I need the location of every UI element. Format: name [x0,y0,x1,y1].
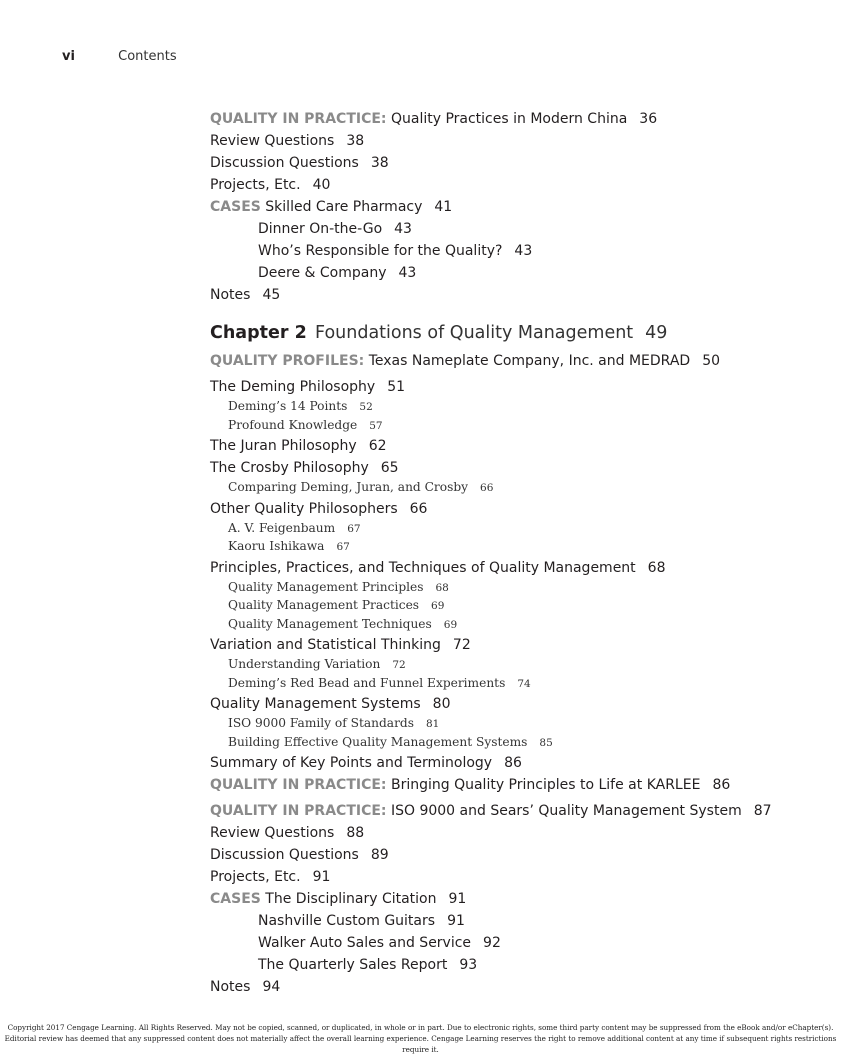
toc-entry [210,479,830,498]
toc-entry-page: 91 [448,891,467,907]
toc-entry [210,616,830,635]
toc-entry-title: The Disciplinary Citation [265,891,437,907]
toc-entry-label: QUALITY IN PRACTICE: [210,803,387,819]
toc-section-top [210,108,830,306]
toc-entry [210,774,830,796]
running-header [62,49,177,64]
toc-entry [210,734,830,753]
toc-entry [210,693,830,715]
toc-entry-page: 50 [702,353,721,369]
toc-entry-label: QUALITY IN PRACTICE: [210,777,387,793]
toc-entry-title: Quality Management Principles [228,579,424,594]
toc-entry-title: Principles, Practices, and Techniques of Quality Management [210,559,636,576]
toc-entry-page: 69 [431,600,445,612]
toc-entry [210,350,830,372]
toc-entry-title: A. V. Feigenbaum [228,520,336,535]
toc-entry-title: Projects, Etc. [210,869,301,885]
copyright-notice [0,1022,841,1055]
toc-entry-page: 89 [370,847,389,863]
toc-entry-page: 69 [443,618,458,631]
toc-entry-page: 88 [346,825,365,841]
toc-entry [210,579,830,598]
toc-entry-title: Quality Management Techniques [228,616,432,631]
toc-entry-page: 41 [434,199,453,215]
toc-entry-page: 38 [370,155,389,171]
toc-entry-title: Kaoru Ishikawa [228,539,325,553]
toc-entry-page: 65 [380,460,399,476]
toc-entry-title: Quality Management Systems [210,696,421,712]
toc-entry [210,932,830,954]
toc-entry-title: The Deming Philosophy [210,379,376,395]
toc-entry-page: 74 [517,677,531,690]
toc-entry-page: 40 [312,177,331,193]
toc-entry [210,888,830,910]
toc-entry-page: 91 [312,869,331,885]
toc-entry-title: Deming’s Red Bead and Funnel Experiments [228,675,506,690]
toc-entry-page: 86 [504,755,522,771]
toc-entry [210,262,830,284]
toc-entry-title: Discussion Questions [210,155,359,171]
toc-entry [210,538,830,557]
toc-entry-title: The Juran Philosophy [210,438,357,454]
toc-entry [210,557,830,579]
toc-entry-title: The Crosby Philosophy [210,460,369,476]
toc-entry [210,634,830,656]
toc-entry-label: CASES [210,891,261,907]
toc-entry [210,597,830,616]
toc-entry-page: 68 [435,581,449,594]
toc-entry-page: 43 [514,243,533,259]
toc-entry-title: ISO 9000 and Sears’ Quality Management System [390,803,742,819]
toc-entry-page: 94 [262,979,281,995]
toc-entry [210,954,830,976]
toc-entry [210,152,830,174]
toc-entry [210,844,830,866]
toc-entry-label: QUALITY IN PRACTICE: [210,111,387,127]
toc-entry [210,398,830,417]
toc-entry-title: Comparing Deming, Juran, and Crosby [228,480,469,494]
toc-entry-title: Other Quality Philosophers [210,500,398,517]
toc-entry-page: 52 [359,401,373,413]
toc-entry [210,240,830,262]
toc-entry-title: Walker Auto Sales and Service [258,935,472,951]
toc-entry [210,457,830,479]
running-title: Contents [118,49,177,64]
toc-entry-page: 93 [459,957,478,973]
toc-entry-title: Notes [210,287,251,303]
toc-entry-title: Understanding Variation [228,657,381,671]
toc-entry [210,435,830,457]
toc-entry-title: Who’s Responsible for the Quality? [258,243,503,259]
toc-entry-title: Building Effective Quality Management Systems [228,734,528,749]
toc-entry-title: Quality Practices in Modern China [390,111,628,127]
toc-entry-page: 67 [347,522,361,535]
toc-entry-page: 91 [447,913,465,929]
toc-section-chapter [210,350,830,998]
toc-entry-label: CASES [210,199,261,215]
toc-entry-title: Deming’s 14 Points [228,399,348,413]
toc-entry-page: 87 [753,803,772,819]
toc-entry-title: Profound Knowledge [228,417,358,432]
toc-entry-title: Quality Management Practices [228,598,420,612]
toc-entry-page: 66 [409,500,428,517]
toc-entry [210,715,830,734]
toc-entry [210,866,830,888]
toc-entry-page: 86 [712,777,731,793]
page-number: vi [62,49,75,64]
chapter-number: Chapter 2 [210,323,307,343]
toc-entry-label: QUALITY PROFILES: [210,353,365,369]
toc-entry-title: Bringing Quality Principles to Life at KARLEE [390,777,701,793]
toc-entry-page: 68 [647,559,666,576]
toc-entry-page: 67 [336,541,350,553]
toc-entry-title: Texas Nameplate Company, Inc. and MEDRAD [368,353,691,369]
toc-entry [210,376,830,398]
toc-entry-page: 72 [392,659,406,671]
toc-entry-title: Discussion Questions [210,847,359,863]
toc-entry-page: 62 [368,438,387,454]
copyright-line: Editorial review has deemed that any suppressed content does not materially affect the overall learning experience. Cengage Learning reserves the right to remove additional content at any time if subsequent rights restrictions require it. [4,1034,837,1054]
toc-entry [210,752,830,774]
toc-entry [210,174,830,196]
toc-entry [210,108,830,130]
toc-entry-title: Variation and Statistical Thinking [210,637,441,653]
toc-entry-title: Review Questions [210,133,335,149]
toc-entry-page: 38 [346,133,365,149]
toc-entry-title: Nashville Custom Guitars [258,913,436,929]
toc-entry-title: Skilled Care Pharmacy [265,199,423,215]
toc-entry-page: 43 [398,265,417,281]
toc-entry-page: 57 [369,419,383,432]
toc-entry-page: 66 [480,482,494,494]
copyright-line: Copyright 2017 Cengage Learning. All Rights Reserved. May not be copied, scanned, or duplicated, in whole or in part. Due to electronic rights, some third party content may be suppressed from the eBook and/or eChapter(s). [7,1023,834,1032]
chapter-title: Foundations of Quality Management [315,323,634,343]
toc-entry-page: 81 [425,718,440,730]
toc-entry [210,976,830,998]
toc-entry-page: 45 [262,287,281,303]
toc-entry [210,196,830,218]
toc-entry-title: Review Questions [210,825,335,841]
toc-entry [210,910,830,932]
toc-entry [210,520,830,539]
toc-entry [210,417,830,436]
toc-entry [210,675,830,694]
toc-entry-title: Deere & Company [258,265,387,281]
toc-entry-page: 36 [639,111,658,127]
toc-entry-title: Summary of Key Points and Terminology [210,755,493,771]
toc-entry-page: 92 [483,935,501,951]
toc-entry-page: 72 [452,637,471,653]
chapter-heading [210,320,830,346]
toc-entry [210,218,830,240]
toc-entry [210,800,830,822]
toc-entry [210,284,830,306]
toc-entry-page: 80 [432,696,451,712]
toc-entry [210,822,830,844]
toc-entry-title: Dinner On-the-Go [258,221,383,237]
toc-entry [210,656,830,675]
toc-entry-title: The Quarterly Sales Report [258,957,448,973]
toc-entry-title: Notes [210,979,251,995]
toc-entry-page: 51 [387,379,406,395]
toc-entry-page: 43 [394,221,412,237]
toc-entry [210,498,830,520]
toc-entry [210,130,830,152]
toc-entry-title: Projects, Etc. [210,177,301,193]
chapter-page: 49 [645,323,668,343]
toc-entry-title: ISO 9000 Family of Standards [228,716,414,730]
table-of-contents [210,108,830,998]
toc-entry-page: 85 [539,736,553,749]
